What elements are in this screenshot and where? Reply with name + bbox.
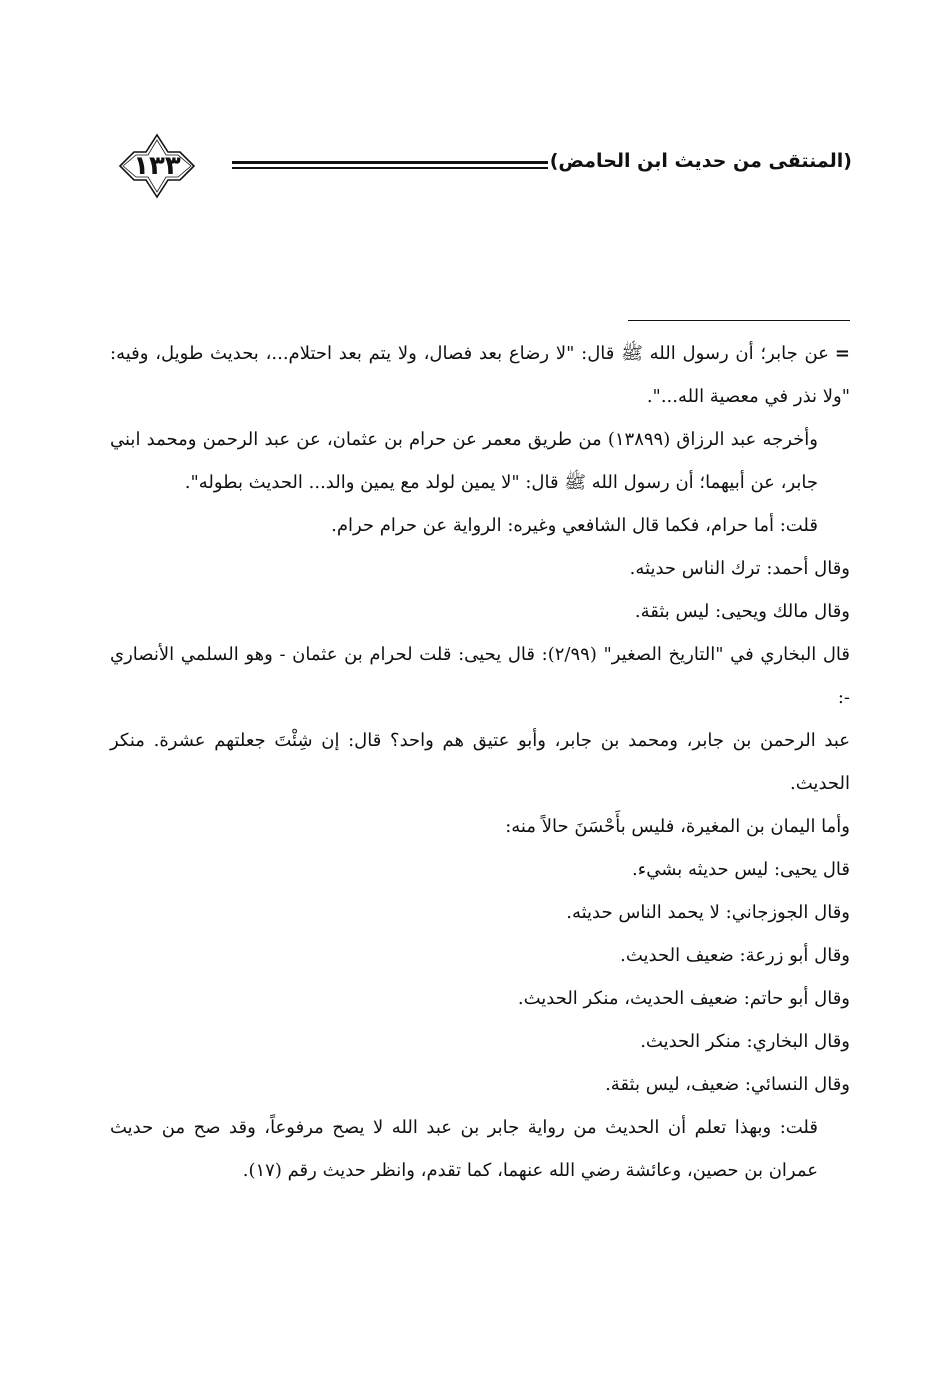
paragraph: قلت: وبهذا تعلم أن الحديث من رواية جابر بن عبد الله لا يصح مرفوعاً، وقد صح من حديث عمران بن حصين، وعائشة رضي الله عنهما، كما تقدم، وانظر حديث رقم (١٧).	[110, 1117, 818, 1181]
paragraph: وأما اليمان بن المغيرة، فليس بأَحْسَنَ حالاً منه:	[505, 816, 850, 837]
continuation-marker: =	[834, 343, 850, 364]
paragraph: وقال الجوزجاني: لا يحمد الناس حديثه.	[566, 902, 850, 923]
paragraph: عبد الرحمن بن جابر، ومحمد بن جابر، وأبو عتيق هم واحد؟ قال: إن شِئْتَ جعلتهم عشرة. منكر الحديث.	[110, 730, 850, 794]
paragraph: وقال مالك ويحيى: ليس بثقة.	[634, 601, 850, 622]
header-divider	[232, 161, 548, 169]
paragraph: =عن جابر؛ أن رسول الله ﷺ قال: "لا رضاع بعد فصال، ولا يتم بعد احتلام...، بحديث طويل، وفيه: "ولا نذر في معصية الله...".	[110, 343, 850, 407]
paragraph: وقال أبو حاتم: ضعيف الحديث، منكر الحديث.	[517, 988, 850, 1009]
main-text	[110, 332, 850, 1192]
book-title: (المنتقى من حديث ابن الحامض)	[549, 150, 852, 172]
paragraph: قلت: أما حرام، فكما قال الشافعي وغيره: الرواية عن حرام حرام.	[331, 515, 818, 536]
section-divider	[628, 320, 850, 321]
paragraph: وقال البخاري: منكر الحديث.	[640, 1031, 850, 1052]
paragraph: وأخرجه عبد الرزاق (١٣٨٩٩) من طريق معمر عن حرام بن عثمان، عن عبد الرحمن ومحمد ابني جابر، عن أبيهما؛ أن رسول الله ﷺ قال: "لا يمين لولد مع يمين والد... الحديث بطوله".	[110, 429, 819, 493]
paragraph: قال يحيى: ليس حديثه بشيء.	[632, 859, 850, 880]
paragraph: وقال أحمد: ترك الناس حديثه.	[629, 558, 850, 579]
paragraph: وقال النسائي: ضعيف، ليس بثقة.	[605, 1074, 850, 1095]
paragraph: وقال أبو زرعة: ضعيف الحديث.	[620, 945, 850, 966]
page-number-badge	[112, 130, 202, 202]
page-number: ١٣٣	[133, 151, 181, 181]
paragraph: قال البخاري في "التاريخ الصغير" (٢/٩٩): قال يحيى: قلت لحرام بن عثمان - وهو السلمي الأنصاري -:	[110, 644, 850, 708]
